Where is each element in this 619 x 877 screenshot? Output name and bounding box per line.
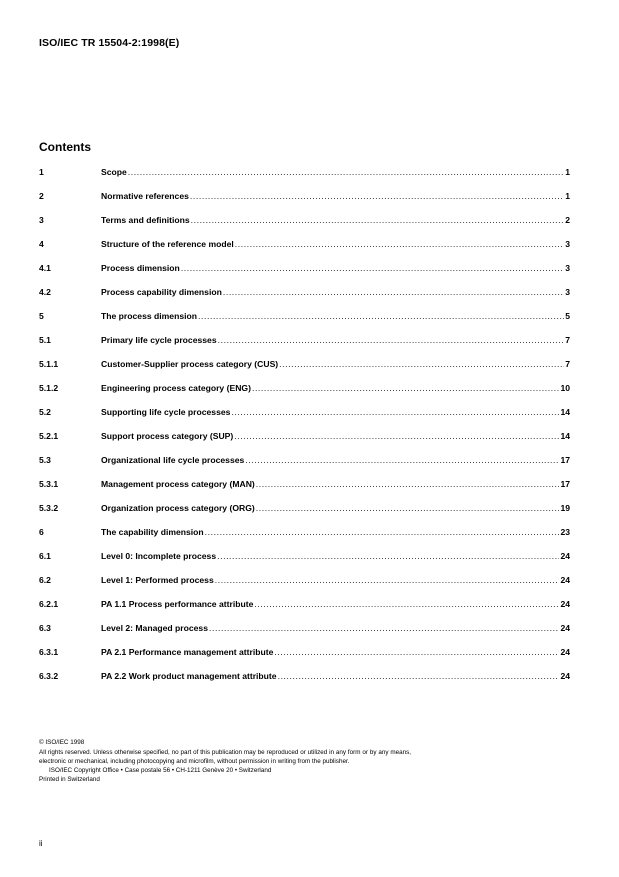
toc-entry-page: 1 bbox=[565, 191, 570, 201]
toc-entry-page: 7 bbox=[565, 335, 570, 345]
toc-entry-number: 2 bbox=[39, 191, 44, 201]
toc-entry-title: Process dimension bbox=[101, 263, 180, 273]
toc-entry-title: Level 1: Performed process bbox=[101, 575, 214, 585]
toc-entry[interactable] bbox=[39, 256, 570, 280]
toc-entry-page: 23 bbox=[560, 527, 570, 537]
toc-entry[interactable] bbox=[39, 352, 570, 376]
toc-entry-number: 6.2 bbox=[39, 575, 51, 585]
toc-dot-leader bbox=[209, 616, 559, 640]
toc-entry-title: Organizational life cycle processes bbox=[101, 455, 245, 465]
copyright-office-address: ISO/IEC Copyright Office • Case postale 56 • CH-1211 Genève 20 • Switzerland bbox=[49, 767, 272, 774]
toc-entry-number: 5 bbox=[39, 311, 44, 321]
copyright-block bbox=[39, 738, 411, 784]
toc-entry-title: Customer-Supplier process category (CUS) bbox=[101, 359, 279, 369]
table-of-contents bbox=[39, 160, 570, 688]
toc-entry-title: Supporting life cycle processes bbox=[101, 407, 231, 417]
toc-dot-leader bbox=[278, 664, 560, 688]
printed-location: Printed in Switzerland bbox=[39, 776, 100, 783]
toc-entry-number: 5.1.1 bbox=[39, 359, 59, 369]
toc-entry-page: 14 bbox=[560, 431, 570, 441]
toc-entry[interactable] bbox=[39, 448, 570, 472]
toc-dot-leader bbox=[252, 376, 559, 400]
toc-entry-page: 3 bbox=[565, 287, 570, 297]
toc-entry[interactable] bbox=[39, 328, 570, 352]
toc-entry-number: 4 bbox=[39, 239, 44, 249]
toc-dot-leader bbox=[256, 472, 560, 496]
toc-entry-page: 24 bbox=[560, 599, 570, 609]
toc-entry-page: 24 bbox=[560, 623, 570, 633]
toc-entry-number: 6.3 bbox=[39, 623, 51, 633]
toc-entry-page: 10 bbox=[560, 383, 570, 393]
toc-entry-page: 2 bbox=[565, 215, 570, 225]
toc-dot-leader bbox=[245, 448, 559, 472]
toc-entry-title: Organization process category (ORG) bbox=[101, 503, 255, 513]
toc-dot-leader bbox=[223, 280, 564, 304]
toc-entry-page: 3 bbox=[565, 263, 570, 273]
toc-entry-title: Terms and definitions bbox=[101, 215, 190, 225]
toc-dot-leader bbox=[128, 160, 564, 184]
toc-dot-leader bbox=[217, 544, 559, 568]
toc-entry-number: 5.3.2 bbox=[39, 503, 59, 513]
toc-entry-page: 14 bbox=[560, 407, 570, 417]
document-id-header: ISO/IEC TR 15504-2:1998(E) bbox=[39, 37, 180, 49]
toc-entry-title: Management process category (MAN) bbox=[101, 479, 255, 489]
toc-entry-number: 3 bbox=[39, 215, 44, 225]
toc-entry-page: 24 bbox=[560, 575, 570, 585]
toc-entry-page: 19 bbox=[560, 503, 570, 513]
toc-dot-leader bbox=[218, 328, 565, 352]
toc-entry-title: PA 1.1 Process performance attribute bbox=[101, 599, 254, 609]
toc-entry-page: 7 bbox=[565, 359, 570, 369]
toc-entry[interactable] bbox=[39, 640, 570, 664]
toc-dot-leader bbox=[181, 256, 564, 280]
toc-entry[interactable] bbox=[39, 208, 570, 232]
toc-entry-title: Scope bbox=[101, 167, 127, 177]
toc-entry-page: 1 bbox=[565, 167, 570, 177]
toc-dot-leader bbox=[234, 424, 559, 448]
toc-entry-title: Process capability dimension bbox=[101, 287, 222, 297]
toc-entry[interactable] bbox=[39, 520, 570, 544]
toc-dot-leader bbox=[279, 352, 564, 376]
copyright-year: © ISO/IEC 1998 bbox=[39, 739, 85, 746]
toc-entry[interactable] bbox=[39, 568, 570, 592]
toc-entry-title: Structure of the reference model bbox=[101, 239, 234, 249]
page-number: ii bbox=[39, 839, 43, 848]
toc-entry[interactable] bbox=[39, 160, 570, 184]
toc-entry-page: 5 bbox=[565, 311, 570, 321]
toc-entry-number: 5.2.1 bbox=[39, 431, 59, 441]
toc-entry-title: The process dimension bbox=[101, 311, 197, 321]
toc-entry-title: Normative references bbox=[101, 191, 189, 201]
toc-entry[interactable] bbox=[39, 664, 570, 688]
copyright-rights-text: All rights reserved. Unless otherwise specified, no part of this publication may be reproduced or utilized in any form or by any means, electronic or mechanical, including photocopying and microfilm, without permission in writing from the publisher. bbox=[39, 749, 411, 765]
toc-entry[interactable] bbox=[39, 496, 570, 520]
toc-entry[interactable] bbox=[39, 280, 570, 304]
toc-entry[interactable] bbox=[39, 184, 570, 208]
toc-entry-page: 24 bbox=[560, 647, 570, 657]
toc-entry-number: 5.3 bbox=[39, 455, 51, 465]
toc-entry-page: 3 bbox=[565, 239, 570, 249]
toc-entry-number: 5.2 bbox=[39, 407, 51, 417]
toc-entry-number: 6.2.1 bbox=[39, 599, 59, 609]
toc-entry[interactable] bbox=[39, 304, 570, 328]
toc-entry-number: 5.1 bbox=[39, 335, 51, 345]
toc-entry[interactable] bbox=[39, 472, 570, 496]
toc-entry-page: 24 bbox=[560, 671, 570, 681]
toc-entry-number: 6.3.1 bbox=[39, 647, 59, 657]
toc-entry-number: 6.3.2 bbox=[39, 671, 59, 681]
toc-entry-page: 24 bbox=[560, 551, 570, 561]
toc-dot-leader bbox=[198, 304, 564, 328]
toc-entry-title: The capability dimension bbox=[101, 527, 204, 537]
toc-dot-leader bbox=[215, 568, 560, 592]
toc-entry-number: 6 bbox=[39, 527, 44, 537]
toc-entry-number: 5.3.1 bbox=[39, 479, 59, 489]
toc-entry-title: Level 0: Incomplete process bbox=[101, 551, 217, 561]
toc-entry-number: 4.1 bbox=[39, 263, 51, 273]
toc-entry-title: PA 2.2 Work product management attribute bbox=[101, 671, 277, 681]
toc-dot-leader bbox=[235, 232, 564, 256]
toc-entry-number: 6.1 bbox=[39, 551, 51, 561]
toc-entry-title: Engineering process category (ENG) bbox=[101, 383, 251, 393]
toc-entry[interactable] bbox=[39, 376, 570, 400]
toc-dot-leader bbox=[274, 640, 559, 664]
toc-dot-leader bbox=[231, 400, 559, 424]
toc-dot-leader bbox=[205, 520, 560, 544]
toc-entry-page: 17 bbox=[560, 455, 570, 465]
toc-dot-leader bbox=[191, 208, 565, 232]
toc-entry[interactable] bbox=[39, 544, 570, 568]
toc-entry-number: 4.2 bbox=[39, 287, 51, 297]
toc-entry-title: Level 2: Managed process bbox=[101, 623, 208, 633]
toc-entry-number: 5.1.2 bbox=[39, 383, 59, 393]
toc-entry-title: Support process category (SUP) bbox=[101, 431, 234, 441]
toc-entry-page: 17 bbox=[560, 479, 570, 489]
toc-entry[interactable] bbox=[39, 400, 570, 424]
toc-entry-title: PA 2.1 Performance management attribute bbox=[101, 647, 274, 657]
toc-dot-leader bbox=[254, 592, 559, 616]
toc-entry-number: 1 bbox=[39, 167, 44, 177]
toc-entry[interactable] bbox=[39, 232, 570, 256]
toc-entry[interactable] bbox=[39, 616, 570, 640]
toc-dot-leader bbox=[190, 184, 564, 208]
toc-entry-title: Primary life cycle processes bbox=[101, 335, 217, 345]
contents-title: Contents bbox=[39, 140, 91, 154]
toc-entry[interactable] bbox=[39, 424, 570, 448]
toc-dot-leader bbox=[256, 496, 560, 520]
toc-entry[interactable] bbox=[39, 592, 570, 616]
